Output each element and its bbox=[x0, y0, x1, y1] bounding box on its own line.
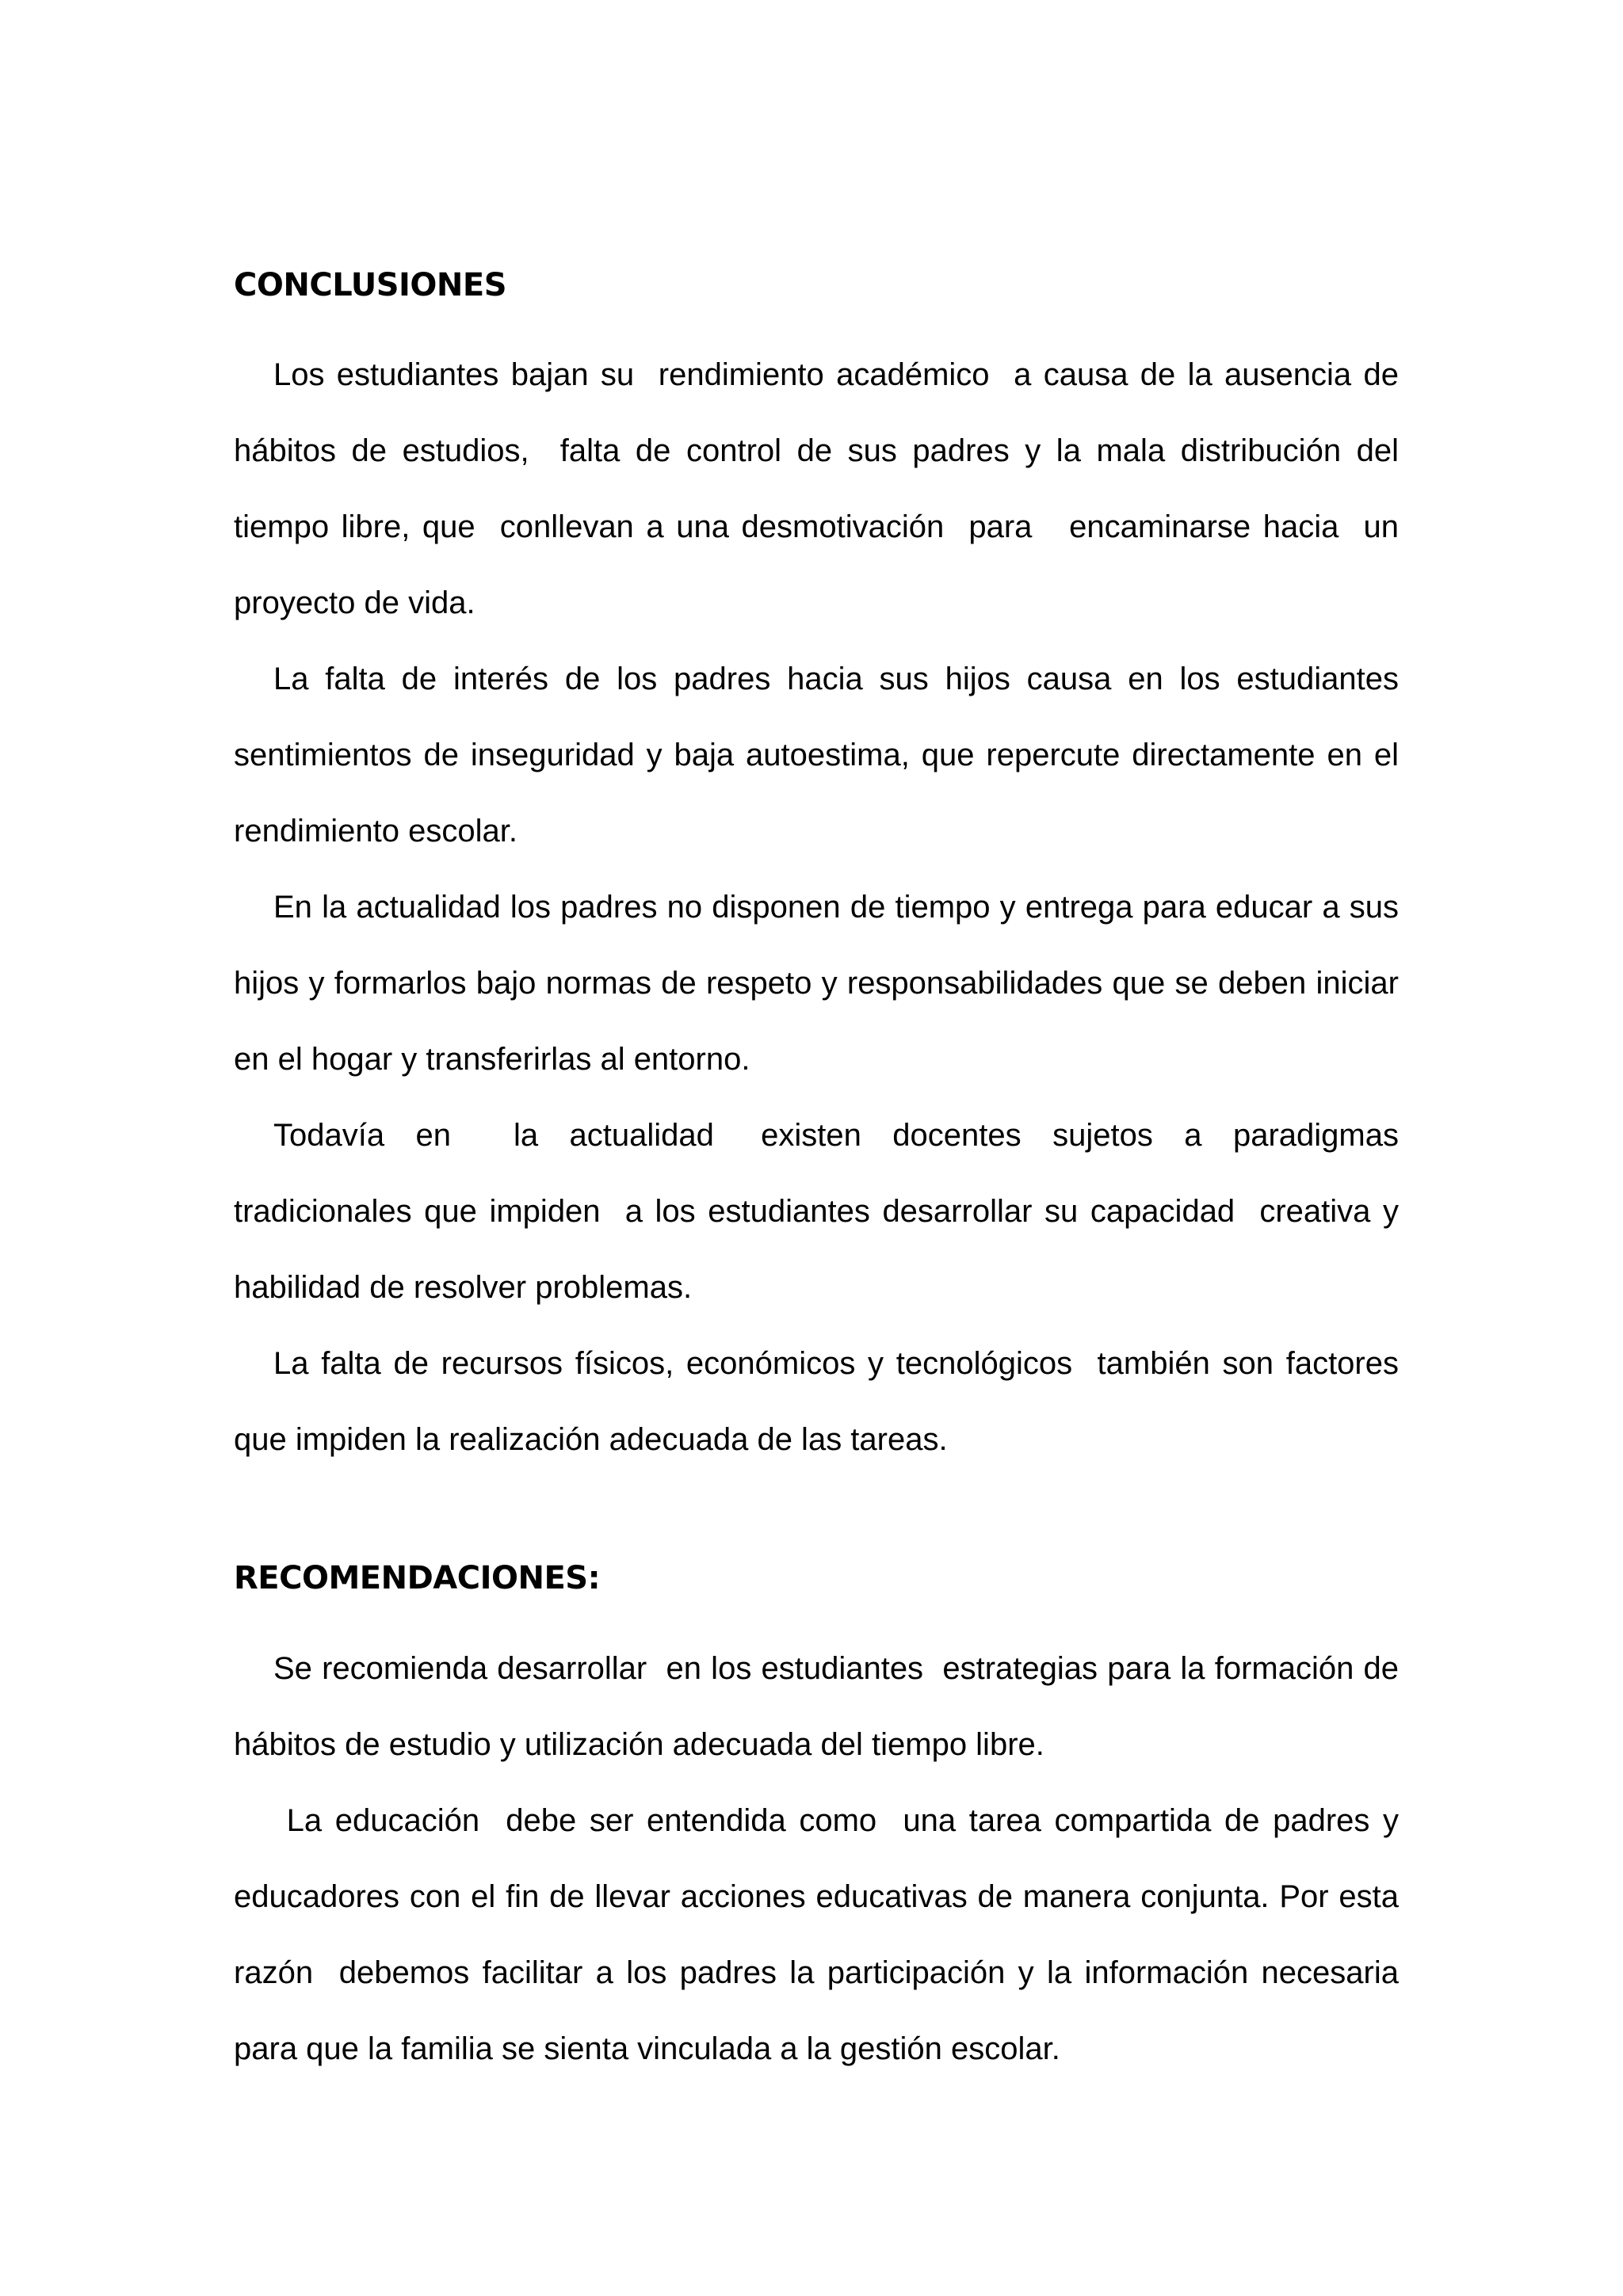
recommendation-paragraph-1: Se recomienda desarrollar en los estudiantes estrategias para la formación de hábitos de estudio y utilización adecuada del tiempo libre. bbox=[234, 1651, 1408, 1762]
conclusion-paragraph-4: Todavía en la actualidad existen docentes sujetos a paradigmas tradicionales que impiden a los estudiantes desarrollar su capacidad creativa y habilidad de resolver problemas. bbox=[234, 1118, 1408, 1305]
conclusion-paragraph-3: En la actualidad los padres no disponen de tiempo y entrega para educar a sus hijos y formarlos bajo normas de respeto y responsabilidades que se deben iniciar en el hogar y transferirlas al entorno. bbox=[234, 890, 1408, 1077]
conclusions-heading: CONCLUSIONES bbox=[234, 267, 507, 303]
conclusion-paragraph-5: La falta de recursos físicos, económicos y tecnológicos también son factores que impiden la realización adecuada de las tareas. bbox=[234, 1346, 1408, 1457]
recommendation-paragraph-2: La educación debe ser entendida como una tarea compartida de padres y educadores con el fin de llevar acciones educativas de manera conjunta. Por esta razón debemos facilitar a los padres la participación y la información necesaria para que la familia se sienta vinculada a la gestión escolar. bbox=[234, 1803, 1408, 2066]
conclusion-paragraph-1: Los estudiantes bajan su rendimiento académico a causa de la ausencia de hábitos de estudios, falta de control de sus padres y la mala distribución del tiempo libre, que conllevan a una desmotivación para encaminarse hacia un proyecto de vida. bbox=[234, 357, 1408, 620]
conclusions-section bbox=[234, 337, 1408, 1478]
conclusion-paragraph-2: La falta de interés de los padres hacia sus hijos causa en los estudiantes sentimientos de inseguridad y baja autoestima, que repercute directamente en el rendimiento escolar. bbox=[234, 662, 1408, 849]
recommendations-heading: RECOMENDACIONES: bbox=[234, 1560, 601, 1596]
recommendations-section bbox=[234, 1630, 1408, 2087]
